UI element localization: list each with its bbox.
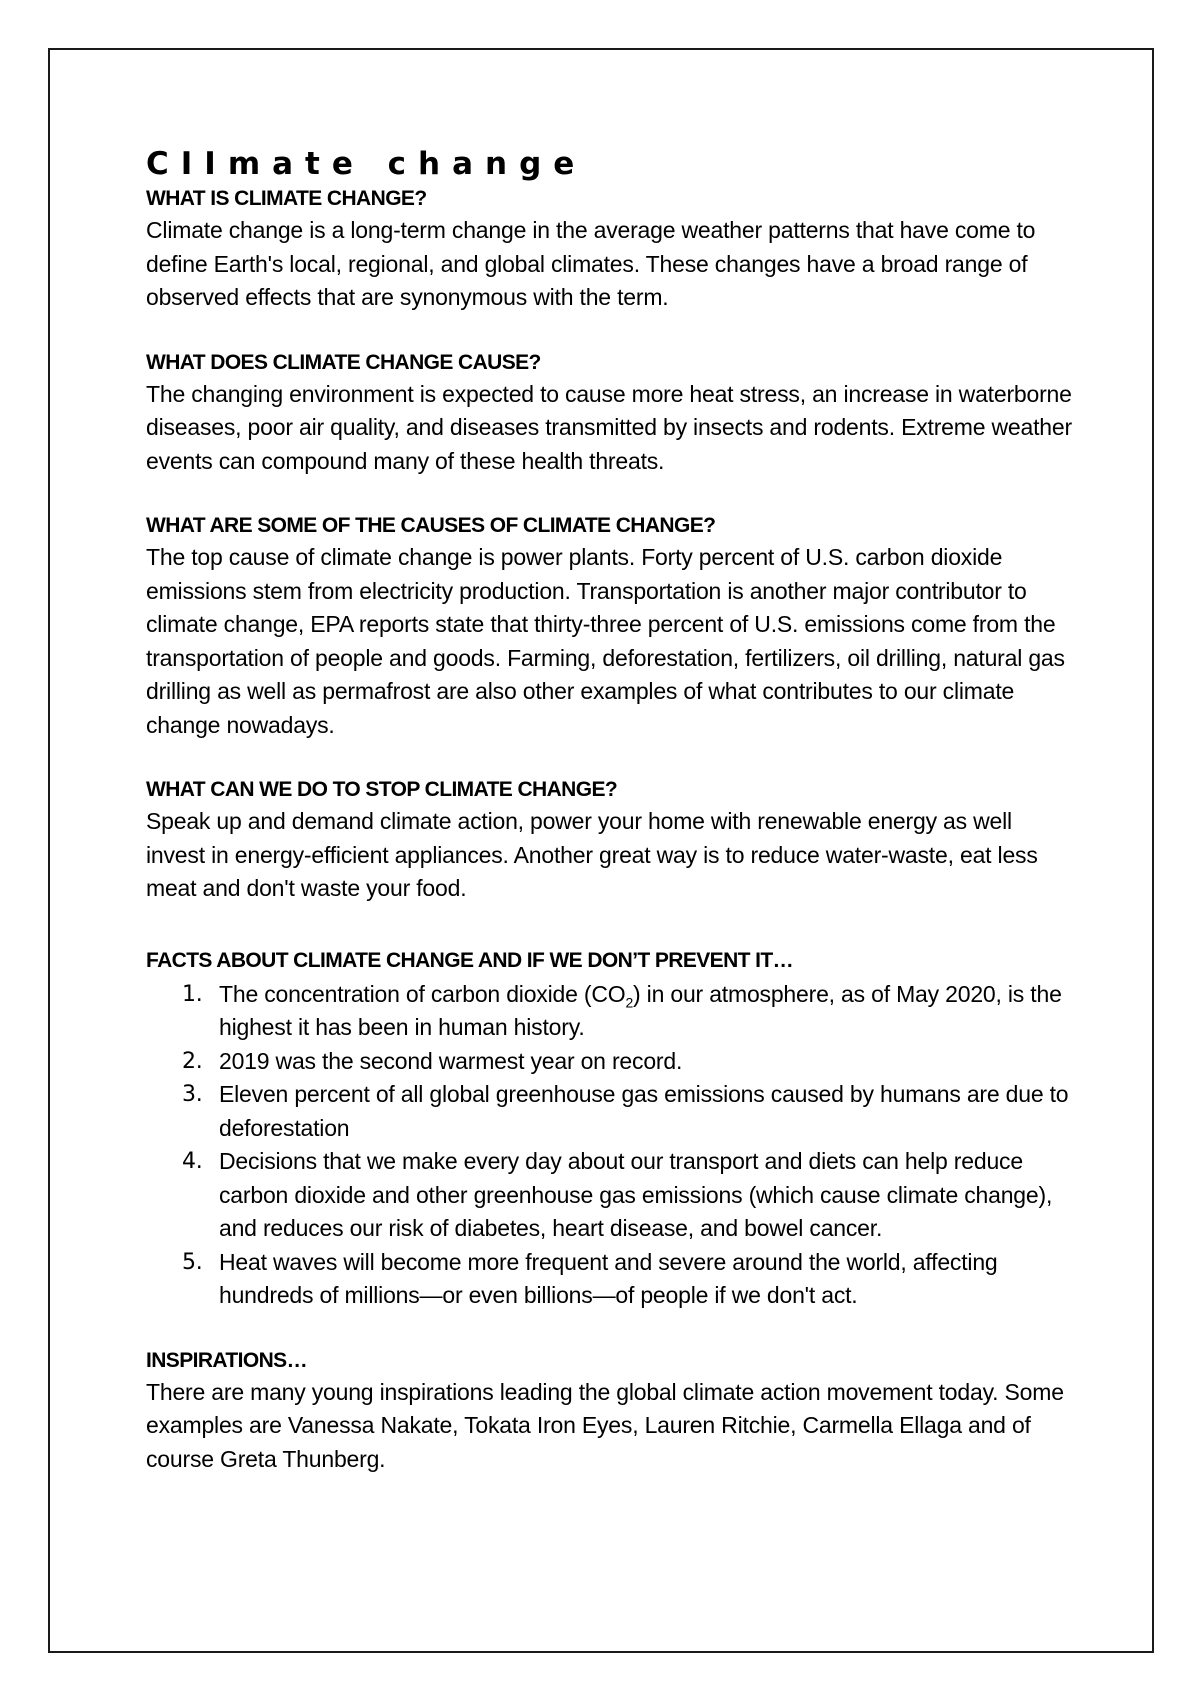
facts-heading: FACTS ABOUT CLIMATE CHANGE AND IF WE DON’T PREVENT IT… bbox=[146, 948, 793, 972]
section-heading: WHAT IS CLIMATE CHANGE? bbox=[146, 187, 427, 210]
spacer bbox=[146, 478, 1076, 511]
list-text: The concentration of carbon dioxide (CO bbox=[219, 980, 626, 1007]
list-text: 2019 was the second warmest year on record. bbox=[219, 1047, 683, 1074]
section-heading: WHAT DOES CLIMATE CHANGE CAUSE? bbox=[146, 350, 541, 374]
spacer bbox=[146, 742, 1076, 775]
list-item bbox=[146, 978, 1076, 1045]
list-text: ) in our atmosphere, as of May 2020, is the highest it has been in human history. bbox=[219, 980, 1062, 1040]
list-number: 5. bbox=[182, 1249, 203, 1275]
section-heading: WHAT CAN WE DO TO STOP CLIMATE CHANGE? bbox=[146, 778, 618, 801]
inspirations-paragraph: There are many young inspirations leading the global climate action movement today. Some examples are Vanessa Nakate, Tokata Iron Eyes, Lauren Ritchie, Carmella Ellaga and of course Greta Thunberg. bbox=[146, 1378, 1064, 1472]
spacer bbox=[146, 315, 1076, 348]
list-number: 2. bbox=[182, 1048, 203, 1074]
section-paragraph: Speak up and demand climate action, power your home with renewable energy as well invest in energy-efficient appliances. Another great way is to reduce water-waste, eat less meat and don't waste your food. bbox=[146, 808, 1038, 901]
list-item bbox=[146, 1246, 1076, 1313]
list-item bbox=[146, 1078, 1076, 1145]
document-title: CIImate change bbox=[146, 146, 587, 182]
list-item bbox=[146, 1145, 1076, 1246]
list-number: 3. bbox=[182, 1082, 203, 1107]
document-body bbox=[146, 144, 1076, 1476]
section-paragraph: The top cause of climate change is power plants. Forty percent of U.S. carbon dioxide emissions stem from electricity production. Transportation is another major contributor to climate change, EPA reports state that thirty-three percent of U.S. emissions come from the transportation of people and goods. Farming, deforestation, fertilizers, oil drilling, natural gas drilling as well as permafrost are also other examples of what contributes to our climate change nowadays. bbox=[146, 544, 1065, 738]
section-paragraph: The changing environment is expected to cause more heat stress, an increase in waterborne diseases, poor air quality, and diseases transmitted by insects and rodents. Extreme weather events can compound many of these health threats. bbox=[146, 380, 1072, 474]
list-number: 4. bbox=[182, 1149, 203, 1174]
list-item bbox=[146, 1045, 1076, 1079]
inspirations-heading: INSPIRATIONS… bbox=[146, 1348, 307, 1372]
section-paragraph: Climate change is a long-term change in the average weather patterns that have come to define Earth's local, regional, and global climates. These changes have a broad range of observed effects that are synonymous with the term. bbox=[146, 217, 1036, 310]
list-text: Decisions that we make every day about our transport and diets can help reduce carbon dioxide and other greenhouse gas emissions (which cause climate change), and reduces our risk of diabetes, heart disease, and bowel cancer. bbox=[219, 1148, 1053, 1241]
subscript: 2 bbox=[625, 994, 634, 1011]
facts-list bbox=[146, 978, 1076, 1313]
section-heading: WHAT ARE SOME OF THE CAUSES OF CLIMATE CHANGE? bbox=[146, 514, 716, 537]
spacer bbox=[146, 906, 1076, 946]
list-text: Heat waves will become more frequent and severe around the world, affecting hundreds of millions—or even billions—of people if we don't act. bbox=[219, 1248, 998, 1308]
spacer bbox=[146, 1313, 1076, 1346]
list-text: Eleven percent of all global greenhouse gas emissions caused by humans are due to deforestation bbox=[219, 1081, 1069, 1141]
list-number: 1. bbox=[182, 981, 203, 1007]
